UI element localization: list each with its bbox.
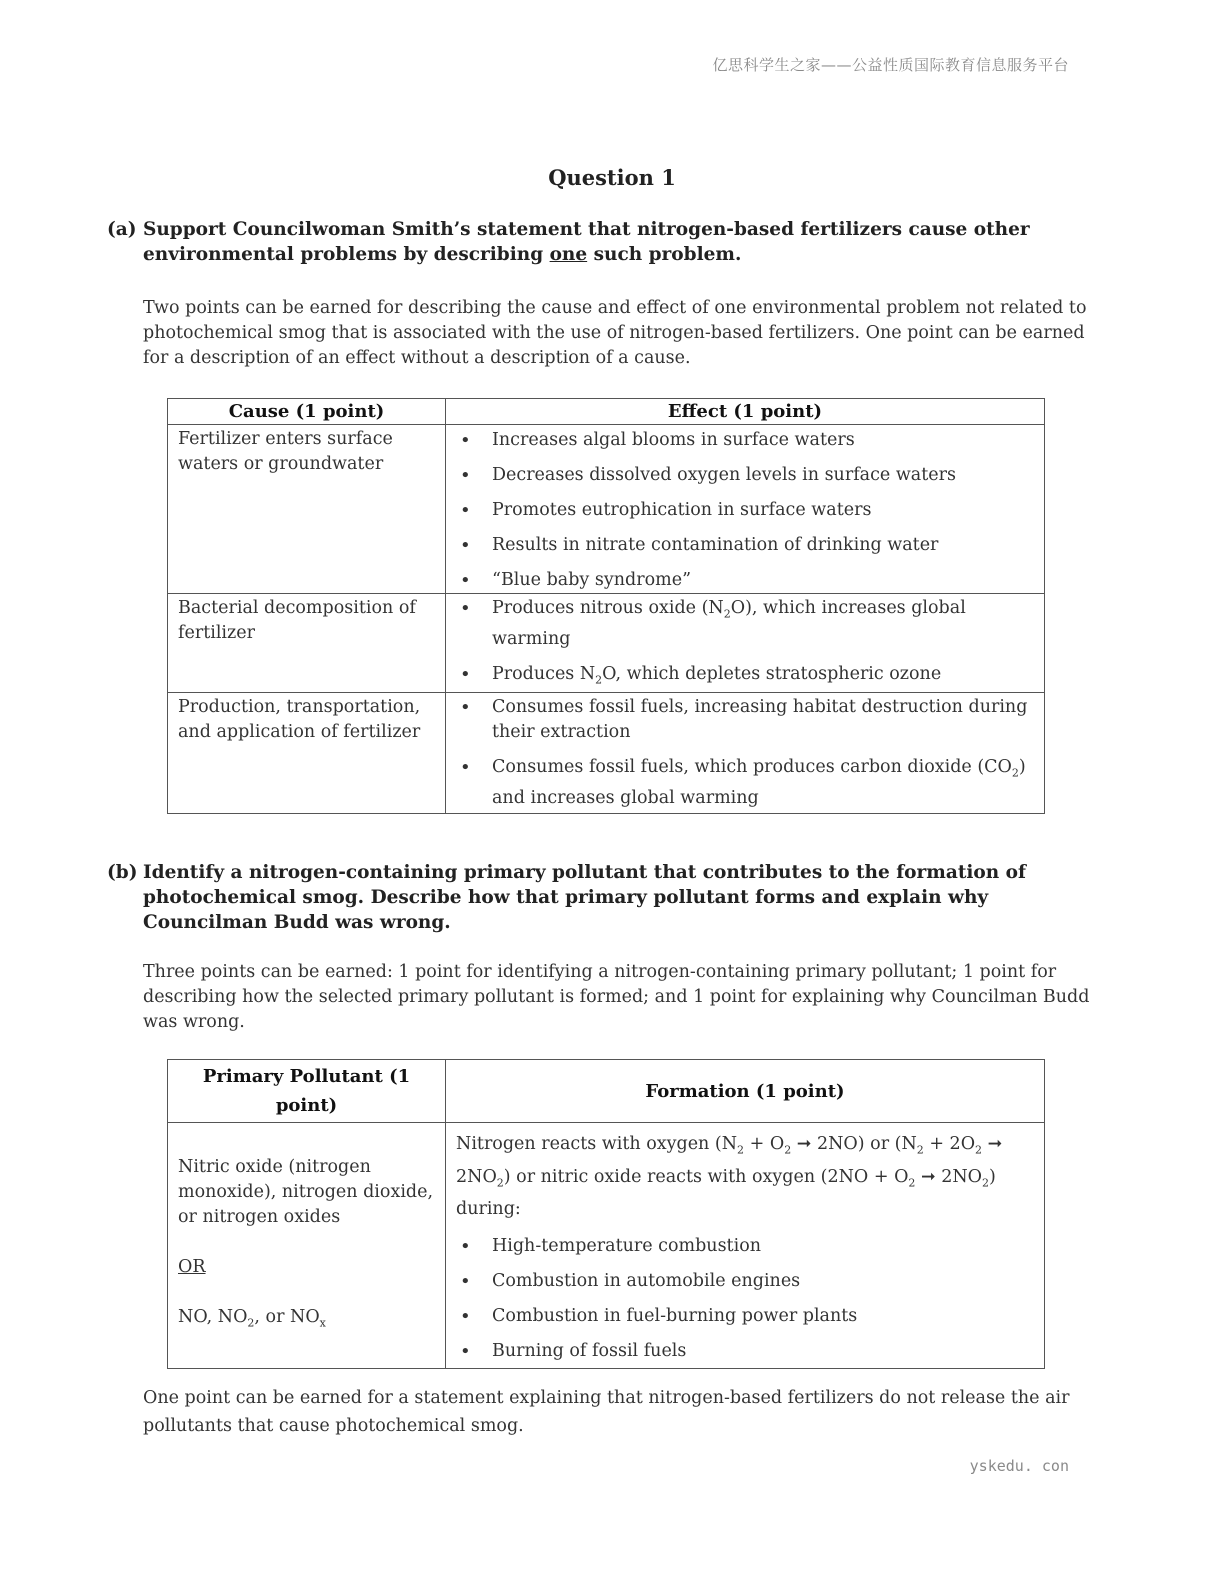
table-row: [168, 594, 1045, 693]
column-header-formation: Formation (1 point): [446, 1060, 1045, 1123]
text: Consumes fossil fuels, which produces carbon dioxide (CO: [492, 757, 1012, 777]
subscript: 2: [908, 1176, 916, 1189]
subscript: 2: [737, 1143, 745, 1157]
header-watermark: 亿思科学生之家——公益性质国际教育信息服务平台: [712, 56, 1069, 74]
column-header-cause: Cause (1 point): [168, 399, 446, 425]
list-item: • Burning of fossil fuels: [456, 1339, 1034, 1364]
text: O, which depletes stratospheric ozone: [602, 663, 942, 684]
text: ➞ 2NO: [456, 1134, 1003, 1187]
part-b-table: [167, 1059, 1045, 1369]
list-item: [456, 755, 1034, 811]
text: NO, NO: [178, 1307, 248, 1328]
list-item: [456, 596, 1034, 652]
part-a-prompt-text: [143, 217, 1097, 267]
column-header-effect: Effect (1 point): [446, 399, 1045, 425]
pollutant-symbols: [178, 1305, 435, 1336]
subscript: 2: [975, 1143, 983, 1157]
prompt-text: such problem.: [587, 244, 742, 265]
effect-cell: [446, 594, 1045, 693]
text: ) during:: [456, 1166, 996, 1219]
subscript: 2: [1011, 766, 1019, 780]
text: ) and increases global warming: [492, 757, 1026, 808]
text: Produces nitrous oxide (N: [492, 598, 724, 618]
part-b-scoring: Three points can be earned: 1 point for identifying a nitrogen-containing primary pollutant; 1 point for describing how the selected primary pollutant is formed; and 1 point for explaining why Councilman Budd was wrong.: [143, 962, 1090, 1032]
list-item: • High-temperature combustion: [456, 1234, 1034, 1259]
list-item: • Promotes eutrophication in surface waters: [456, 498, 1034, 523]
pollutant-names: Nitric oxide (nitrogen monoxide), nitrogen dioxide, or nitrogen oxides: [178, 1157, 434, 1228]
column-header-pollutant: Primary Pollutant (1 point): [168, 1060, 446, 1123]
subscript: 2: [496, 1176, 504, 1189]
subscript: 2: [723, 607, 731, 621]
part-a-scoring: Two points can be earned for describing the cause and effect of one environmental problem not related to photochemical smog that is associated with the use of nitrogen-based fertilizers. One point can be earned for a description of an effect without a description of a cause.: [143, 298, 1087, 368]
subscript: 2: [784, 1143, 792, 1157]
part-b-prompt: [107, 860, 1097, 935]
subscript: 2: [247, 1316, 255, 1330]
text: ) or nitric oxide reacts with oxygen (2NO + O: [503, 1166, 909, 1187]
formation-equation: [456, 1131, 1034, 1222]
text: Produces N: [492, 663, 596, 684]
text: ➞ 2NO: [915, 1166, 983, 1187]
table-header-row: [168, 1060, 1045, 1123]
text: + O: [744, 1134, 785, 1154]
or-label: OR: [178, 1257, 206, 1278]
cause-cell: Production, transportation, and application of fertilizer: [168, 693, 446, 814]
text: ➞ 2NO) or (N: [791, 1134, 917, 1154]
subscript: 2: [982, 1176, 990, 1189]
list-item: • Results in nitrate contamination of drinking water: [456, 533, 1034, 558]
text: + 2O: [923, 1134, 976, 1154]
pollutant-cell: [168, 1123, 446, 1369]
text: Nitrogen reacts with oxygen (N: [456, 1134, 738, 1154]
table-row: [168, 425, 1045, 594]
table-row: [168, 1123, 1045, 1369]
prompt-text: Support Councilwoman Smith’s statement that nitrogen-based fertilizers cause other environmental problems by describing: [143, 219, 1030, 265]
list-item: [456, 662, 1034, 693]
part-a-letter: (a): [107, 219, 137, 240]
list-item: • Combustion in fuel-burning power plants: [456, 1304, 1034, 1329]
list-item: • Combustion in automobile engines: [456, 1269, 1034, 1294]
cause-cell: Bacterial decomposition of fertilizer: [168, 594, 446, 693]
text: , or NO: [254, 1307, 320, 1328]
list-item: • Decreases dissolved oxygen levels in surface waters: [456, 463, 1034, 488]
part-b-letter: (b): [107, 862, 138, 883]
table-header-row: [168, 399, 1045, 425]
prompt-emphasis: one: [549, 244, 588, 265]
page-title: Question 1: [548, 165, 676, 190]
cause-cell: Fertilizer enters surface waters or groundwater: [168, 425, 446, 594]
part-b-closing: One point can be earned for a statement explaining that nitrogen-based fertilizers do not release the air pollutants that cause photochemical smog.: [143, 1388, 1070, 1436]
part-a-prompt: [107, 217, 1097, 267]
list-item: • Consumes fossil fuels, increasing habitat destruction during their extraction: [456, 695, 1034, 745]
effect-cell: [446, 693, 1045, 814]
table-row: [168, 693, 1045, 814]
list-item: • “Blue baby syndrome”: [456, 568, 1034, 593]
part-a-table: [167, 398, 1045, 814]
subscript: 2: [916, 1143, 924, 1157]
effect-cell: [446, 425, 1045, 594]
formation-cell: [446, 1123, 1045, 1369]
subscript: 2: [595, 673, 603, 686]
part-b-prompt-text: Identify a nitrogen-containing primary pollutant that contributes to the formation of photochemical smog. Describe how that primary pollutant forms and explain why Councilman Budd was wrong.: [143, 862, 1026, 933]
subscript: x: [319, 1316, 326, 1330]
text: O), which increases global warming: [492, 598, 966, 649]
footer-watermark: yskedu. con: [969, 1457, 1069, 1475]
list-item: • Increases algal blooms in surface waters: [456, 428, 1034, 453]
